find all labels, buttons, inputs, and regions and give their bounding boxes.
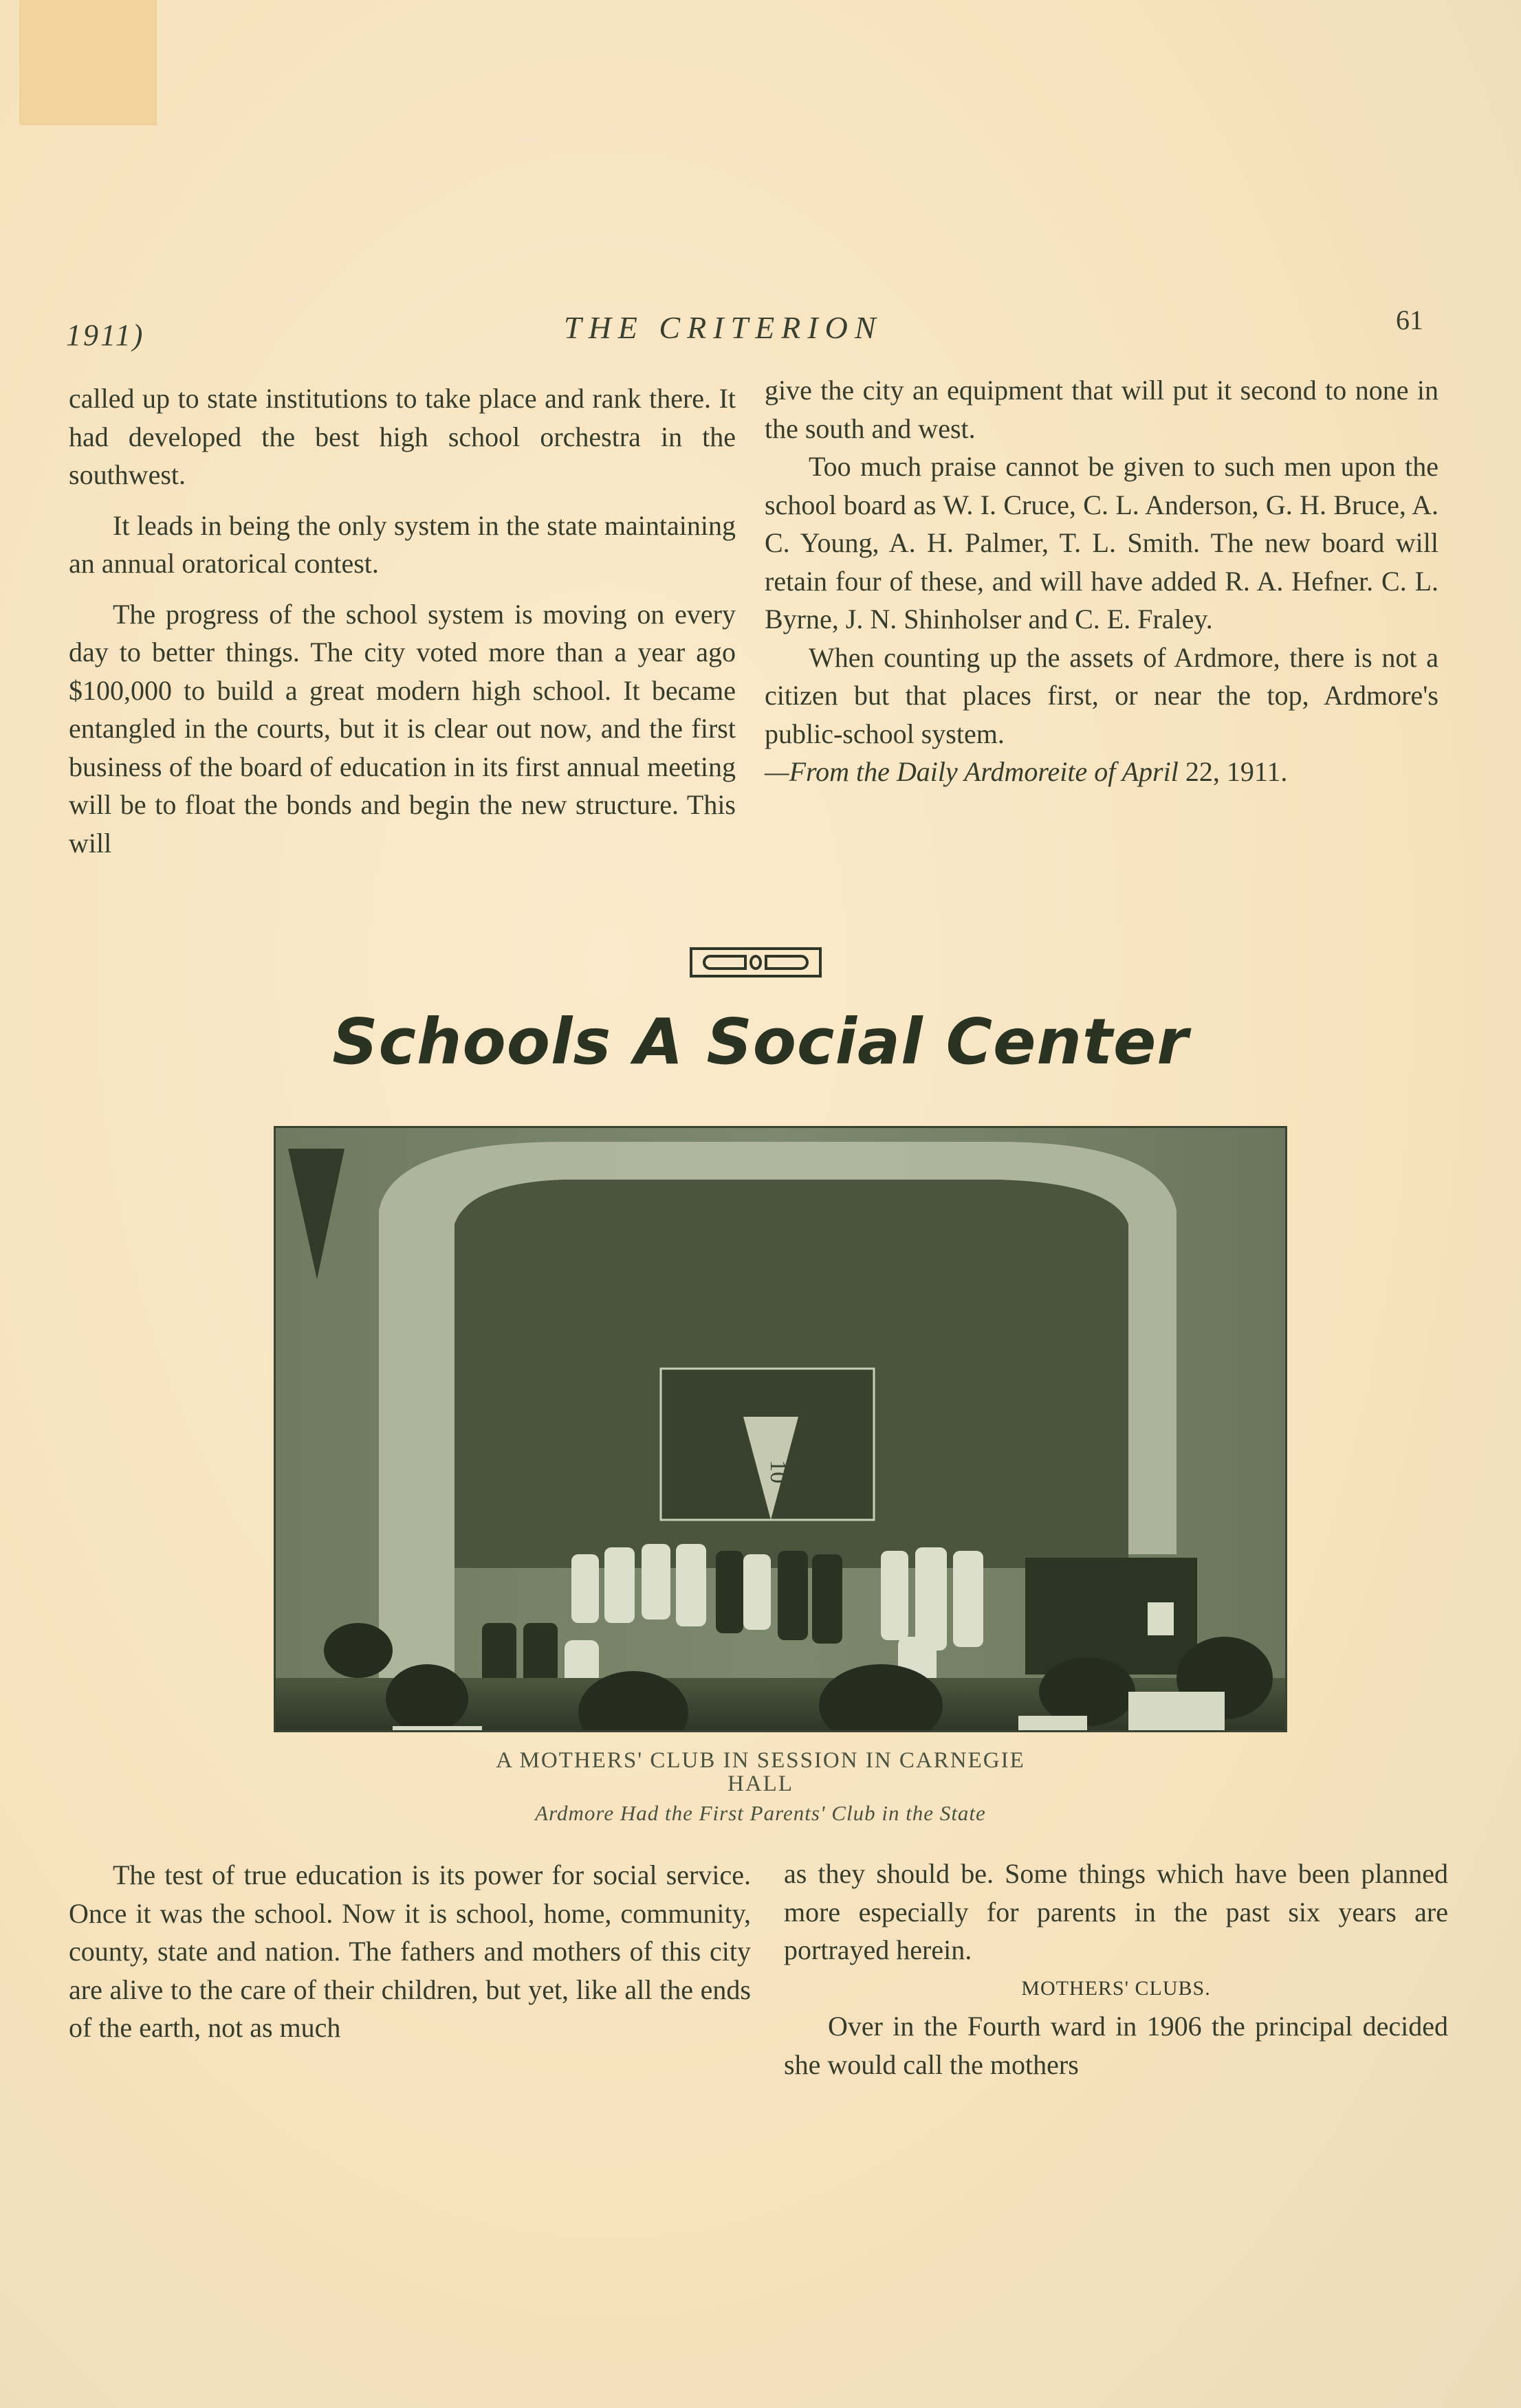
photo-caption-subtitle: Ardmore Had the First Parents' Club in the State bbox=[535, 1801, 986, 1825]
paragraph: It leads in being the only system in the state maintaining an annual oratorical contest. bbox=[69, 509, 736, 579]
ornament-left-bar-icon bbox=[703, 955, 747, 970]
paragraph: Too much praise cannot be given to such men upon the school board as W. I. Cruce, C. L. Anderson, G. H. Bruce, A. C. Young, A. H. Palmer, T. L. Smith. The new board will retain four of these, and will have added R. A. Hefner. C. L. Byrne, J. N. Shinholser and C. E. Fraley. bbox=[765, 451, 1438, 634]
bottom-left-column bbox=[69, 1856, 751, 2047]
article-title: Schools A Social Center bbox=[332, 1005, 1189, 1079]
section-divider-ornament bbox=[690, 947, 822, 977]
running-head-year: 1911) bbox=[66, 318, 145, 352]
top-left-column bbox=[69, 379, 736, 862]
ornament-oval-icon bbox=[749, 955, 762, 970]
source-date: 22, 1911. bbox=[1178, 756, 1288, 787]
paragraph: When counting up the assets of Ardmore, there is not a citizen but that places first, or near the top, Ardmore's public-school system. bbox=[765, 641, 1438, 749]
paragraph: as they should be. Some things which have been planned more especially for parents in the past six years are portrayed herein. bbox=[784, 1858, 1448, 1965]
source-name: —From the Daily Ardmoreite of April bbox=[765, 756, 1179, 787]
paragraph: Over in the Fourth ward in 1906 the principal decided she would call the mothers bbox=[784, 2011, 1448, 2080]
bottom-right-column bbox=[784, 1855, 1448, 2084]
section-heading: MOTHERS' CLUBS. bbox=[1021, 1976, 1211, 2000]
top-right-column bbox=[765, 371, 1438, 791]
photo-caption bbox=[0, 1749, 1521, 1796]
article-photo bbox=[274, 1126, 1287, 1732]
paragraph: called up to state institutions to take place and rank there. It had developed the best high school orchestra in the southwest. bbox=[69, 383, 736, 490]
running-head bbox=[0, 302, 1521, 357]
source-attribution bbox=[765, 753, 1438, 791]
paragraph: give the city an equipment that will put it second to none in the south and west. bbox=[765, 375, 1438, 444]
pennant-text: 10 bbox=[765, 1460, 791, 1483]
paper-tab-stain bbox=[19, 0, 157, 125]
paragraph: The progress of the school system is moving on every day to better things. The city voted more than a year ago $100,000 to build a great modern high school. It became entangled in the courts, but it is clear out now, and the first business of the board of education in its first annual meeting will be to float the bonds and begin the new structure. This will bbox=[69, 598, 736, 859]
photo-illustration bbox=[276, 1128, 1285, 1730]
page-number: 61 bbox=[1396, 305, 1423, 335]
caption-line-1: A MOTHERS' CLUB IN SESSION IN CARNEGIE bbox=[496, 1748, 1025, 1773]
sheet-music bbox=[1148, 1602, 1174, 1635]
paragraph: The test of true education is its power for social service. Once it was the school. Now it is school, home, community, county, state and nation. The fathers and mothers of this city are alive to the care of their children, but yet, like all the ends of the earth, not as much bbox=[69, 1859, 751, 2043]
publication-title: THE CRITERION bbox=[564, 310, 883, 345]
ornament-right-bar-icon bbox=[765, 955, 809, 970]
caption-line-2: HALL bbox=[727, 1771, 794, 1796]
